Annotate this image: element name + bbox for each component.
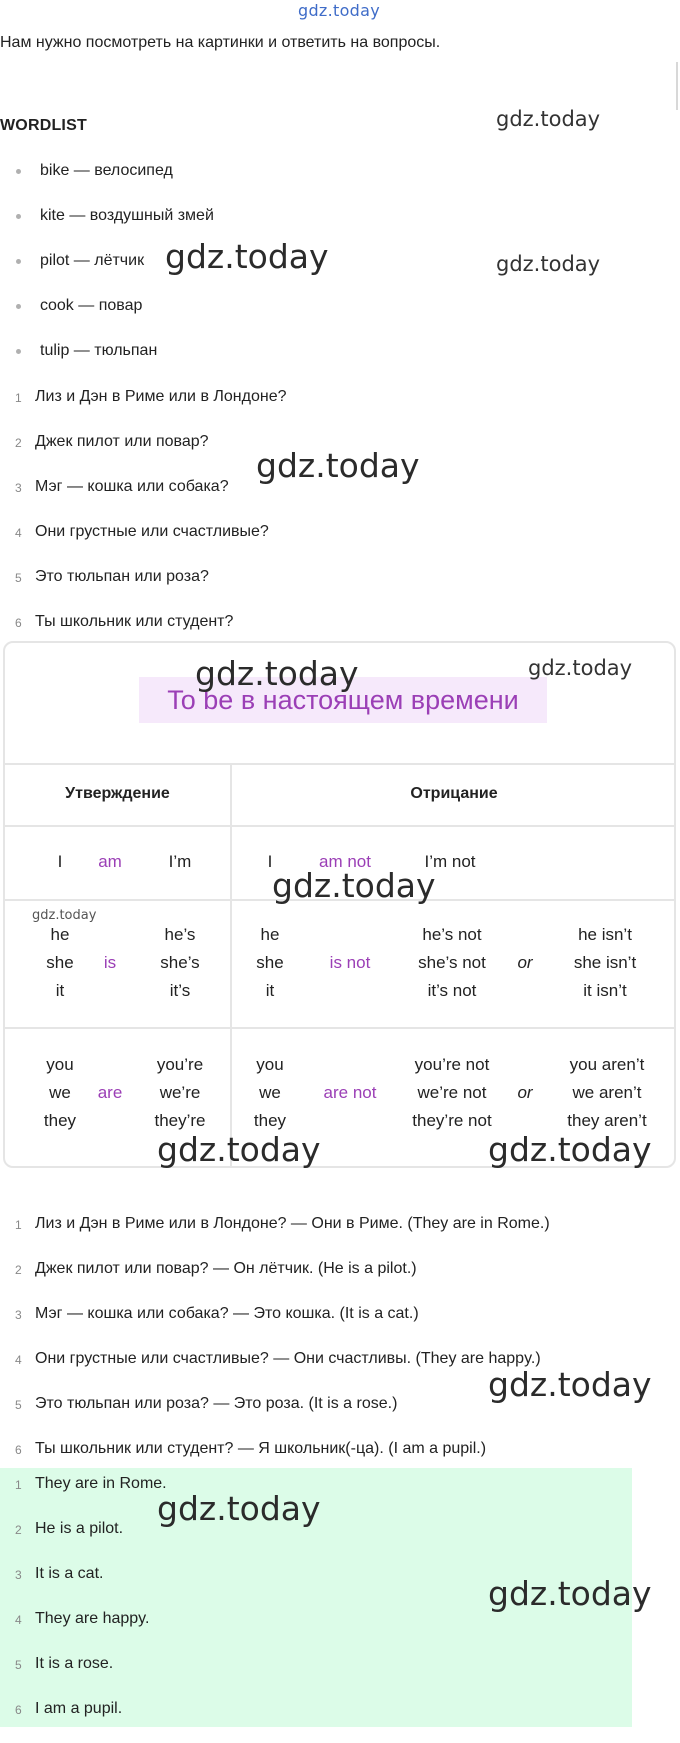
header-affirmative: Утверждение [65,785,170,802]
subject-cell: they [43,1111,77,1130]
question-item [0,386,286,431]
bullet-icon [16,349,21,354]
answer-item [0,1258,550,1303]
answer-number: 4 [15,1613,22,1627]
answer-item [0,1473,167,1518]
answer-item [0,1303,550,1348]
question-text: Джек пилот или повар? [35,433,209,450]
short-form-cell: you’re [156,1055,204,1074]
question-number: 2 [15,436,22,450]
answer-number: 4 [15,1353,22,1367]
answer-item [0,1518,167,1563]
subject-cell: you [46,1055,74,1074]
subject-cell: I [57,852,63,871]
answer-item [0,1608,167,1653]
question-number: 6 [15,616,22,630]
grammar-title: To be в настоящем времени [139,677,547,723]
neg-subject-cell: he [260,925,280,944]
short-form-cell: they’re [154,1111,206,1130]
wordlist-item [0,160,214,205]
answer-number: 2 [15,1523,22,1537]
watermark: gdz.today [528,656,633,680]
answers-russian-list [0,1213,550,1483]
answer-number: 1 [15,1478,22,1492]
neg-verb-cell: am not [319,852,371,871]
verb-cell: am [98,852,122,871]
question-number: 5 [15,571,22,585]
neg-subject-cell: you [256,1055,284,1074]
question-text: Это тюльпан или роза? [35,568,209,585]
neg-subject-cell: I [267,852,273,871]
question-number: 4 [15,526,22,540]
short-form-cell: it’s [169,981,191,1000]
neg-short-cell: she’s not [418,953,486,972]
question-text: Ты школьник или студент? [35,613,234,630]
answer-text: They are happy. [35,1610,150,1627]
answer-item [0,1563,167,1608]
watermark: gdz.today [157,1489,321,1528]
watermark: gdz.today [488,1130,652,1169]
answer-number: 3 [15,1568,22,1582]
answer-item [0,1213,550,1258]
watermark: gdz.today [195,654,359,693]
subject-cell: it [55,981,65,1000]
questions-list [0,386,286,656]
answer-number: 2 [15,1263,22,1277]
answer-number: 1 [15,1218,22,1232]
answer-text: I am a pupil. [35,1700,123,1717]
neg-subject-cell: it [265,981,275,1000]
answer-number: 3 [15,1308,22,1322]
answer-item [0,1653,167,1698]
neg-short-cell: I’m not [424,852,476,871]
watermark: gdz.today [488,1574,652,1613]
bullet-icon [16,169,21,174]
neg-short-cell: it’s not [427,981,477,1000]
answer-text: It is a rose. [35,1655,114,1672]
question-number: 3 [15,481,22,495]
subject-cell: she [46,953,74,972]
alt-short-cell: it isn’t [583,981,627,1000]
watermark: gdz.today [496,107,601,131]
bullet-icon [16,214,21,219]
answer-text: They are in Rome. [35,1475,167,1492]
bullet-icon [16,259,21,264]
watermark: gdz.today [32,908,97,923]
answer-item [0,1348,550,1393]
neg-verb-cell: is not [329,953,371,972]
neg-short-cell: he’s not [422,925,482,944]
answer-number: 6 [15,1443,22,1457]
watermark-top: gdz.today [298,1,380,20]
wordlist-item-text: bike — велосипед [40,162,173,179]
answer-text: Лиз и Дэн в Риме или в Лондоне? — Они в Риме. (They are in Rome.) [35,1215,550,1232]
answer-number: 5 [15,1398,22,1412]
answer-text: It is a cat. [35,1565,104,1582]
watermark: gdz.today [496,252,601,276]
question-text: Они грустные или счастливые? [35,523,269,540]
question-item [0,431,286,476]
header-negative: Отрицание [410,785,498,802]
watermark: gdz.today [157,1130,321,1169]
neg-verb-cell: are not [323,1083,377,1102]
answer-text: Ты школьник или студент? — Я школьник(-ца). (I am a pupil.) [35,1440,487,1457]
answer-text: Они грустные или счастливые? — Они счастливы. (They are happy.) [35,1350,541,1367]
short-form-cell: she’s [160,953,200,972]
alt-short-cell: we aren’t [572,1083,642,1102]
wordlist-item-text: kite — воздушный змей [40,207,214,224]
wordlist-item-text: pilot — лётчик [40,252,145,269]
question-number: 1 [15,391,22,405]
neg-short-cell: they’re not [412,1111,492,1130]
row-divider [5,825,674,827]
subject-cell: we [49,1083,71,1102]
bullet-icon [16,304,21,309]
alt-short-cell: you aren’t [569,1055,645,1074]
subject-cell: he [50,925,70,944]
watermark: gdz.today [256,446,420,485]
answer-text: Это тюльпан или роза? — Это роза. (It is a rose.) [35,1395,398,1412]
neg-short-cell: you’re not [414,1055,490,1074]
verb-cell: is [103,953,117,972]
wordlist-item [0,340,214,385]
short-form-cell: we’re [159,1083,201,1102]
verb-cell: are [97,1083,123,1102]
neg-short-cell: we’re not [417,1083,487,1102]
wordlist-item [0,295,214,340]
neg-subject-cell: she [256,953,284,972]
short-form-cell: I’m [168,852,192,871]
column-divider [230,763,232,1168]
answer-item [0,1393,550,1438]
intro-text: Нам нужно посмотреть на картинки и ответить на вопросы. [0,34,441,51]
neg-subject-cell: we [259,1083,281,1102]
or-label: or [517,1083,533,1102]
wordlist-item-text: tulip — тюльпан [40,342,158,359]
answer-text: Мэг — кошка или собака? — Это кошка. (It is a cat.) [35,1305,419,1322]
watermark: gdz.today [488,1365,652,1404]
alt-short-cell: he isn’t [578,925,632,944]
answer-text: He is a pilot. [35,1520,124,1537]
wordlist-item-text: cook — повар [40,297,143,314]
answer-item [0,1698,167,1743]
question-item [0,521,286,566]
short-form-cell: he’s [164,925,196,944]
answers-english-list [0,1473,167,1743]
scroll-indicator [676,62,678,110]
wordlist-title: WORDLIST [0,117,87,134]
watermark: gdz.today [165,237,329,276]
question-item [0,476,286,521]
alt-short-cell: they aren’t [567,1111,647,1130]
question-text: Лиз и Дэн в Риме или в Лондоне? [35,388,287,405]
answer-number: 5 [15,1658,22,1672]
watermark: gdz.today [272,866,436,905]
neg-subject-cell: they [253,1111,287,1130]
question-item [0,566,286,611]
question-text: Мэг — кошка или собака? [35,478,229,495]
answer-number: 6 [15,1703,22,1717]
alt-short-cell: she isn’t [573,953,637,972]
answer-text: Джек пилот или повар? — Он лётчик. (He is a pilot.) [35,1260,417,1277]
row-divider [5,1027,674,1029]
or-label: or [517,953,533,972]
